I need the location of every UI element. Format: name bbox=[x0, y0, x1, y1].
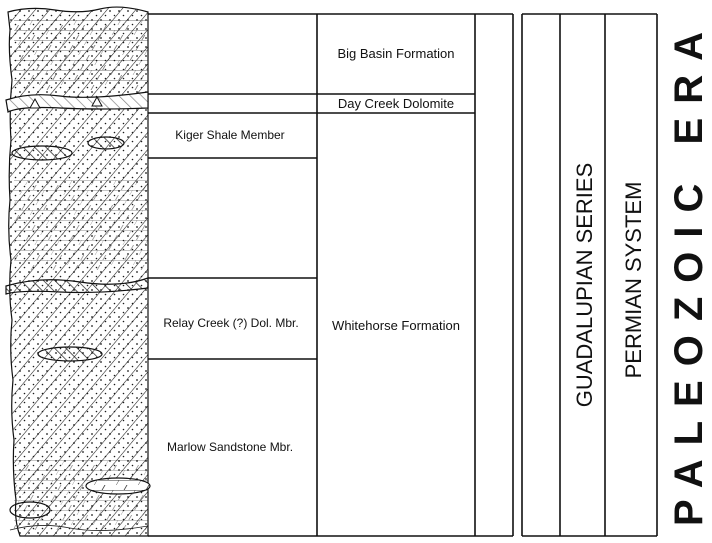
formation-label-big-basin: Big Basin Formation bbox=[337, 46, 455, 61]
formation-label-day-creek: Day Creek Dolomite bbox=[337, 96, 455, 111]
series-label: GUADALUPIAN SERIES bbox=[572, 162, 597, 408]
concretion-lens bbox=[86, 478, 150, 494]
dolomite-zone-base bbox=[14, 460, 148, 530]
system-label: PERMIAN SYSTEM bbox=[621, 181, 646, 379]
dolomite-zone-lower bbox=[14, 180, 148, 270]
concretion-lens bbox=[38, 347, 102, 361]
member-label-relay-creek: Relay Creek (?) Dol. Mbr. bbox=[163, 316, 299, 330]
dolomite-zone-upper bbox=[14, 20, 148, 90]
formation-label-whitehorse: Whitehorse Formation bbox=[332, 318, 460, 333]
concretion-lens bbox=[88, 137, 124, 149]
member-label-kiger: Kiger Shale Member bbox=[175, 128, 285, 142]
era-label: PALEOZOIC ERA bbox=[667, 18, 711, 526]
concretion-lens bbox=[10, 502, 50, 518]
member-label-marlow: Marlow Sandstone Mbr. bbox=[166, 440, 294, 454]
concretion-lens bbox=[12, 146, 72, 160]
lithology-column bbox=[6, 7, 150, 536]
